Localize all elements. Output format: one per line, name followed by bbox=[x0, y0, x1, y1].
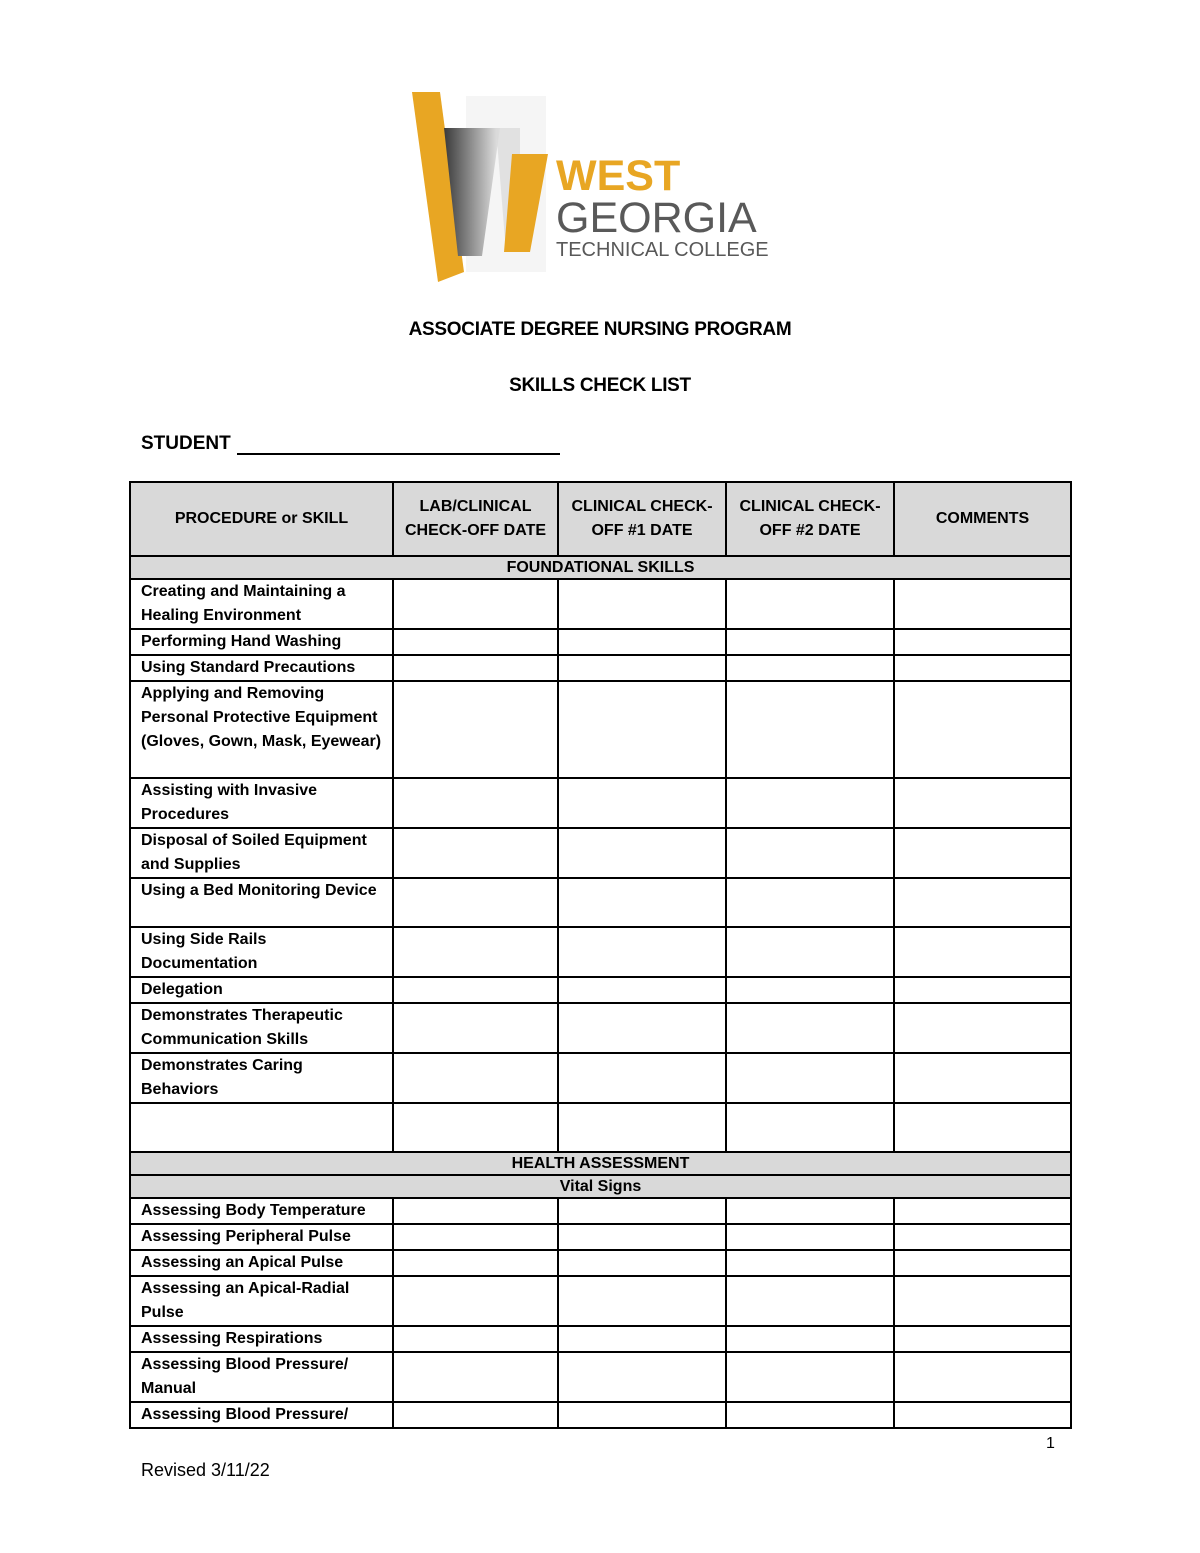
clinical-1-date-cell[interactable] bbox=[558, 1352, 726, 1402]
page-subtitle: SKILLS CHECK LIST bbox=[509, 375, 691, 396]
lab-date-cell[interactable] bbox=[393, 1103, 558, 1152]
skill-name: Assessing Peripheral Pulse bbox=[130, 1224, 393, 1250]
clinical-2-date-cell[interactable] bbox=[726, 629, 894, 655]
skill-name: Assisting with Invasive Procedures bbox=[130, 778, 393, 828]
table-row bbox=[130, 778, 1071, 828]
lab-date-cell[interactable] bbox=[393, 878, 558, 927]
comments-cell[interactable] bbox=[894, 1326, 1071, 1352]
lab-date-cell[interactable] bbox=[393, 579, 558, 629]
table-row bbox=[130, 579, 1071, 629]
table-row bbox=[130, 655, 1071, 681]
section-row-health-assessment bbox=[130, 1152, 1071, 1175]
logo-line-georgia: GEORGIA bbox=[556, 194, 757, 242]
clinical-1-date-cell[interactable] bbox=[558, 1003, 726, 1053]
clinical-2-date-cell[interactable] bbox=[726, 1224, 894, 1250]
clinical-1-date-cell[interactable] bbox=[558, 828, 726, 878]
clinical-2-date-cell[interactable] bbox=[726, 1250, 894, 1276]
section-title: HEALTH ASSESSMENT bbox=[130, 1152, 1071, 1175]
college-logo bbox=[408, 88, 792, 288]
comments-cell[interactable] bbox=[894, 878, 1071, 927]
section-row-foundational bbox=[130, 556, 1071, 579]
table-row bbox=[130, 1198, 1071, 1224]
logo-line-west: WEST bbox=[556, 152, 681, 200]
skill-name: Demonstrates Caring Behaviors bbox=[130, 1053, 393, 1103]
skill-name: Assessing Blood Pressure/ bbox=[130, 1402, 393, 1428]
clinical-1-date-cell[interactable] bbox=[558, 1276, 726, 1326]
lab-date-cell[interactable] bbox=[393, 1276, 558, 1326]
comments-cell[interactable] bbox=[894, 927, 1071, 977]
lab-date-cell[interactable] bbox=[393, 1402, 558, 1428]
skill-name: Performing Hand Washing bbox=[130, 629, 393, 655]
skills-table bbox=[129, 481, 1072, 1429]
comments-cell[interactable] bbox=[894, 1198, 1071, 1224]
lab-date-cell[interactable] bbox=[393, 1224, 558, 1250]
student-label: STUDENT bbox=[141, 433, 231, 454]
section-subtitle: Vital Signs bbox=[130, 1175, 1071, 1198]
clinical-2-date-cell[interactable] bbox=[726, 927, 894, 977]
clinical-1-date-cell[interactable] bbox=[558, 655, 726, 681]
clinical-2-date-cell[interactable] bbox=[726, 977, 894, 1003]
clinical-1-date-cell[interactable] bbox=[558, 629, 726, 655]
skill-name: Using Standard Precautions bbox=[130, 655, 393, 681]
comments-cell[interactable] bbox=[894, 1224, 1071, 1250]
student-field bbox=[141, 433, 560, 455]
section-row-vital-signs bbox=[130, 1175, 1071, 1198]
comments-cell[interactable] bbox=[894, 579, 1071, 629]
comments-cell[interactable] bbox=[894, 1053, 1071, 1103]
skill-name: Assessing Body Temperature bbox=[130, 1198, 393, 1224]
clinical-2-date-cell[interactable] bbox=[726, 778, 894, 828]
clinical-1-date-cell[interactable] bbox=[558, 878, 726, 927]
clinical-1-date-cell[interactable] bbox=[558, 681, 726, 778]
lab-date-cell[interactable] bbox=[393, 1198, 558, 1224]
skill-name: Creating and Maintaining a Healing Environment bbox=[130, 579, 393, 629]
skill-name: Applying and Removing Personal Protective Equipment (Gloves, Gown, Mask, Eyewear) bbox=[130, 681, 393, 778]
lab-date-cell[interactable] bbox=[393, 1003, 558, 1053]
lab-date-cell[interactable] bbox=[393, 1326, 558, 1352]
lab-date-cell[interactable] bbox=[393, 977, 558, 1003]
comments-cell[interactable] bbox=[894, 1250, 1071, 1276]
clinical-2-date-cell[interactable] bbox=[726, 681, 894, 778]
table-row bbox=[130, 828, 1071, 878]
table-row bbox=[130, 1402, 1071, 1428]
col-header-clinical-2: CLINICAL CHECK-OFF #2 DATE bbox=[726, 482, 894, 556]
clinical-2-date-cell[interactable] bbox=[726, 1276, 894, 1326]
table-row bbox=[130, 1224, 1071, 1250]
lab-date-cell[interactable] bbox=[393, 828, 558, 878]
comments-cell[interactable] bbox=[894, 977, 1071, 1003]
table-row bbox=[130, 1003, 1071, 1053]
clinical-2-date-cell[interactable] bbox=[726, 1326, 894, 1352]
skill-name-cell[interactable] bbox=[130, 1103, 393, 1152]
table-row bbox=[130, 1053, 1071, 1103]
table-row bbox=[130, 1326, 1071, 1352]
clinical-1-date-cell[interactable] bbox=[558, 1198, 726, 1224]
clinical-2-date-cell[interactable] bbox=[726, 1402, 894, 1428]
skill-name: Using a Bed Monitoring Device bbox=[130, 878, 393, 927]
skill-name: Assessing Respirations bbox=[130, 1326, 393, 1352]
comments-cell[interactable] bbox=[894, 778, 1071, 828]
table-header-row bbox=[130, 482, 1071, 556]
comments-cell[interactable] bbox=[894, 1276, 1071, 1326]
clinical-1-date-cell[interactable] bbox=[558, 927, 726, 977]
col-header-lab-clinical: LAB/CLINICAL CHECK-OFF DATE bbox=[393, 482, 558, 556]
lab-date-cell[interactable] bbox=[393, 681, 558, 778]
table-row bbox=[130, 1352, 1071, 1402]
table-row bbox=[130, 927, 1071, 977]
lab-date-cell[interactable] bbox=[393, 1352, 558, 1402]
clinical-2-date-cell[interactable] bbox=[726, 828, 894, 878]
comments-cell[interactable] bbox=[894, 629, 1071, 655]
clinical-1-date-cell[interactable] bbox=[558, 1103, 726, 1152]
clinical-1-date-cell[interactable] bbox=[558, 977, 726, 1003]
clinical-2-date-cell[interactable] bbox=[726, 1198, 894, 1224]
page-number: 1 bbox=[1046, 1435, 1055, 1452]
skill-name: Assessing an Apical-Radial Pulse bbox=[130, 1276, 393, 1326]
col-header-comments: COMMENTS bbox=[894, 482, 1071, 556]
comments-cell[interactable] bbox=[894, 1402, 1071, 1428]
clinical-2-date-cell[interactable] bbox=[726, 655, 894, 681]
clinical-1-date-cell[interactable] bbox=[558, 579, 726, 629]
revised-date: Revised 3/11/22 bbox=[141, 1460, 270, 1480]
lab-date-cell[interactable] bbox=[393, 1053, 558, 1103]
table-row bbox=[130, 977, 1071, 1003]
lab-date-cell[interactable] bbox=[393, 778, 558, 828]
comments-cell[interactable] bbox=[894, 655, 1071, 681]
page-title: ASSOCIATE DEGREE NURSING PROGRAM bbox=[408, 319, 792, 340]
comments-cell[interactable] bbox=[894, 828, 1071, 878]
student-name-line[interactable] bbox=[237, 433, 560, 455]
clinical-1-date-cell[interactable] bbox=[558, 1402, 726, 1428]
col-header-procedure: PROCEDURE or SKILL bbox=[130, 482, 393, 556]
clinical-1-date-cell[interactable] bbox=[558, 1053, 726, 1103]
section-title: FOUNDATIONAL SKILLS bbox=[130, 556, 1071, 579]
skill-name: Using Side Rails Documentation bbox=[130, 927, 393, 977]
logo-line-technical-college: TECHNICAL COLLEGE bbox=[556, 239, 769, 261]
skill-name: Delegation bbox=[130, 977, 393, 1003]
skill-name: Demonstrates Therapeutic Communication Skills bbox=[130, 1003, 393, 1053]
lab-date-cell[interactable] bbox=[393, 655, 558, 681]
clinical-1-date-cell[interactable] bbox=[558, 1250, 726, 1276]
clinical-2-date-cell[interactable] bbox=[726, 878, 894, 927]
clinical-2-date-cell[interactable] bbox=[726, 579, 894, 629]
lab-date-cell[interactable] bbox=[393, 629, 558, 655]
clinical-2-date-cell[interactable] bbox=[726, 1003, 894, 1053]
table-row bbox=[130, 629, 1071, 655]
skill-name: Assessing Blood Pressure/ Manual bbox=[130, 1352, 393, 1402]
table-row bbox=[130, 1276, 1071, 1326]
clinical-1-date-cell[interactable] bbox=[558, 778, 726, 828]
skill-name: Disposal of Soiled Equipment and Supplies bbox=[130, 828, 393, 878]
skill-name: Assessing an Apical Pulse bbox=[130, 1250, 393, 1276]
lab-date-cell[interactable] bbox=[393, 927, 558, 977]
lab-date-cell[interactable] bbox=[393, 1250, 558, 1276]
clinical-1-date-cell[interactable] bbox=[558, 1326, 726, 1352]
comments-cell[interactable] bbox=[894, 1103, 1071, 1152]
clinical-2-date-cell[interactable] bbox=[726, 1352, 894, 1402]
comments-cell[interactable] bbox=[894, 681, 1071, 778]
clinical-2-date-cell[interactable] bbox=[726, 1053, 894, 1103]
comments-cell[interactable] bbox=[894, 1003, 1071, 1053]
col-header-clinical-1: CLINICAL CHECK-OFF #1 DATE bbox=[558, 482, 726, 556]
comments-cell[interactable] bbox=[894, 1352, 1071, 1402]
table-row bbox=[130, 1250, 1071, 1276]
clinical-2-date-cell[interactable] bbox=[726, 1103, 894, 1152]
table-row-empty bbox=[130, 1103, 1071, 1152]
table-row bbox=[130, 878, 1071, 927]
table-row bbox=[130, 681, 1071, 778]
clinical-1-date-cell[interactable] bbox=[558, 1224, 726, 1250]
